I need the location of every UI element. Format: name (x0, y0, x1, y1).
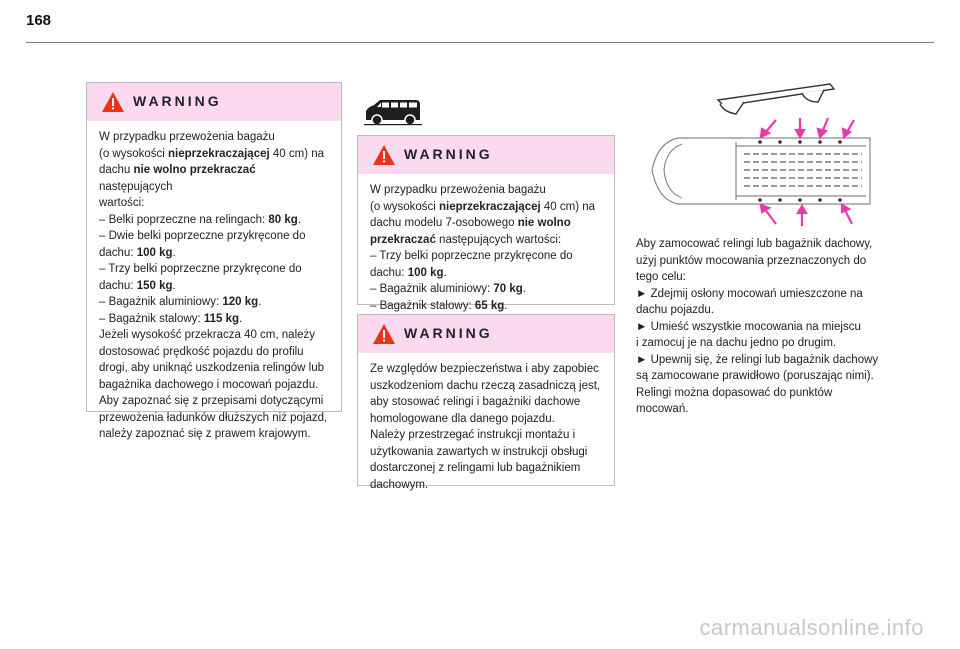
text-span: są zamocowane prawidłowo (poruszając nimi). (636, 370, 874, 382)
text-line (99, 311, 331, 328)
mpv-car-icon (362, 96, 424, 128)
text-span: uszkodzeniom dachu rzeczą zasadniczą jest, (370, 379, 601, 392)
text-line (99, 294, 331, 311)
text-line (370, 378, 604, 395)
text-span: (o wysokości (370, 200, 440, 213)
text-span: dachu: (99, 279, 137, 292)
text-span: . (522, 283, 526, 295)
bold-text: 115 kg (203, 312, 240, 325)
text-line (370, 248, 604, 265)
text-line (370, 232, 604, 249)
text-line (636, 319, 896, 336)
text-span: Aby zamocować relingi lub bagażnik dachowy, (636, 238, 873, 250)
text-span: – Trzy belki poprzeczne przykręcone do (370, 250, 573, 262)
text-span: ► Upewnij się, że relingi lub bagażnik dachowy (636, 353, 879, 366)
text-span: następujących (99, 180, 173, 193)
text-line (370, 427, 604, 444)
text-line (370, 281, 604, 298)
bold-text: 100 kg (407, 266, 444, 279)
text-line (99, 228, 331, 245)
text-span: – Bagażnik aluminiowy: (99, 296, 223, 308)
text-line (370, 411, 604, 428)
text-line (370, 477, 604, 494)
text-span: Jeżeli wysokość przekracza 40 cm, należy (99, 329, 316, 341)
warning-box-luggage-limits (86, 82, 342, 440)
bold-text: 70 kg (493, 283, 523, 295)
warning-header (87, 83, 341, 121)
text-span: . (258, 296, 262, 308)
warning-header (358, 136, 614, 174)
text-span: . (239, 312, 243, 325)
text-line (370, 394, 604, 411)
warning-box-approved-racks (357, 314, 615, 491)
bold-text: nieprzekraczającej (168, 147, 270, 160)
top-rule (26, 42, 934, 43)
bold-text: 100 kg (136, 246, 173, 259)
text-span: ► Zdejmij osłony mocowań umieszczone na (636, 287, 863, 300)
text-line (636, 286, 896, 303)
page-number: 168 (26, 12, 52, 29)
text-line (99, 245, 331, 262)
bold-text: 80 kg (268, 213, 298, 226)
text-span: dachu modelu 7-osobowego (370, 217, 518, 229)
text-span: W przypadku przewożenia bagażu (370, 184, 546, 196)
warning-title: WARNING (133, 93, 222, 109)
bold-text: nie wolno (517, 217, 571, 229)
bold-text: 65 kg (474, 299, 505, 312)
text-span: dachowym. (370, 478, 429, 491)
warning-triangle-icon (372, 323, 396, 345)
text-span: użytkowania zawartych w instrukcji obsługi (370, 445, 588, 458)
text-line (99, 162, 331, 195)
roof-mounting-points-illustration (640, 80, 880, 240)
text-span: ► Umieść wszystkie mocowania na miejscu (636, 320, 861, 333)
text-span: . (172, 246, 176, 259)
text-span: tego celu: (636, 271, 686, 283)
text-span: dostarczonej z relingami lub bagażnikiem (370, 462, 581, 474)
text-line (99, 212, 331, 229)
text-span: bagażnika dachowego i mocowań pojazdu. (99, 378, 319, 391)
text-span: użyj punktów mocowania przeznaczonych do (636, 254, 867, 267)
text-line (99, 360, 331, 377)
text-line (99, 195, 331, 212)
bold-text: nie wolno przekraczać (133, 164, 256, 176)
text-span: – Belki poprzeczne na relingach: (99, 213, 269, 226)
text-line (99, 393, 331, 410)
warning-title: WARNING (404, 146, 493, 162)
warning-triangle-icon (101, 91, 125, 113)
text-line (370, 361, 604, 378)
warning-body (87, 121, 341, 453)
text-span: Ze względów bezpieczeństwa i aby zapobiec (370, 363, 599, 375)
text-line (370, 215, 604, 232)
text-span: Należy przestrzegać instrukcji montażu i (370, 429, 576, 441)
text-span: aby stosować relingi i bagażniki dachowe (370, 396, 581, 408)
warning-triangle-icon (372, 144, 396, 166)
text-span: i zamocuj je na dachu jedno po drugim. (636, 337, 837, 349)
text-line (99, 344, 331, 361)
text-line (636, 302, 896, 319)
text-span: drogi, aby uniknąć uszkodzenia relingów lub (99, 362, 325, 374)
text-line (99, 278, 331, 295)
text-span: dachu pojazdu. (636, 304, 715, 316)
text-line (99, 146, 331, 163)
text-span: . (443, 266, 447, 279)
text-line (370, 460, 604, 477)
warning-title: WARNING (404, 325, 493, 341)
text-line (99, 129, 331, 146)
text-span: – Bagażnik stalowy: (99, 312, 204, 325)
text-span: W przypadku przewożenia bagażu (99, 131, 275, 143)
warning-box-7-seat-limits (357, 135, 615, 312)
text-line (636, 269, 896, 286)
text-span: . (297, 213, 302, 226)
text-span: dostosować prędkość pojazdu do profilu (99, 345, 304, 358)
watermark: carmanualsonline.info (699, 615, 924, 640)
warning-header (358, 315, 614, 353)
warning-body (358, 353, 614, 503)
text-span: dachu: (99, 246, 137, 259)
text-span: (o wysokości (99, 147, 169, 160)
roof-ribs (744, 154, 862, 186)
text-line (99, 410, 331, 427)
text-span: – Dwie belki poprzeczne przykręcone do (99, 230, 306, 242)
bold-text: nieprzekraczającej (439, 200, 541, 213)
text-line (370, 298, 604, 315)
text-span: . (172, 279, 176, 292)
text-line (636, 335, 896, 352)
text-line (370, 199, 604, 216)
text-span: dachu (99, 164, 134, 176)
text-line (636, 401, 896, 418)
mounting-arrow-icons (761, 118, 854, 226)
text-line (370, 265, 604, 282)
text-span: wartości: (99, 197, 145, 209)
text-line (99, 261, 331, 278)
warning-body (358, 174, 614, 324)
text-span: – Trzy belki poprzeczne przykręcone do (99, 263, 302, 275)
text-span: homologowane dla danego pojazdu. (370, 412, 555, 425)
mounting-instructions (636, 236, 896, 418)
text-span: następujących wartości: (435, 233, 562, 246)
text-span: 40 cm) na (540, 200, 596, 213)
text-line (636, 385, 896, 402)
text-span: należy zapoznać się z prawem krajowym. (99, 428, 311, 440)
text-span: mocowań. (636, 403, 689, 415)
text-span: – Bagażnik aluminiowy: (370, 283, 494, 295)
bold-text: 150 kg (136, 279, 173, 292)
text-span: Relingi można dopasować do punktów (636, 386, 833, 399)
text-span: – Bagażnik stalowy: (370, 299, 475, 312)
text-line (99, 327, 331, 344)
bold-text: przekraczać (370, 233, 436, 246)
roof-rack-bar-icon (718, 84, 834, 114)
text-line (99, 377, 331, 394)
text-span: Aby zapoznać się z przepisami dotyczącymi (99, 395, 324, 407)
text-line (370, 444, 604, 461)
text-line (99, 426, 331, 443)
text-line (636, 352, 896, 369)
text-span: przewożenia ładunków dłuższych niż pojazd, (99, 411, 328, 424)
text-span: 40 cm) na (269, 147, 325, 160)
text-line (636, 368, 896, 385)
text-span: dachu: (370, 266, 408, 279)
text-line (636, 253, 896, 270)
text-span: . (504, 299, 508, 312)
bold-text: 120 kg (222, 296, 259, 308)
text-line (636, 236, 896, 253)
text-line (370, 182, 604, 199)
